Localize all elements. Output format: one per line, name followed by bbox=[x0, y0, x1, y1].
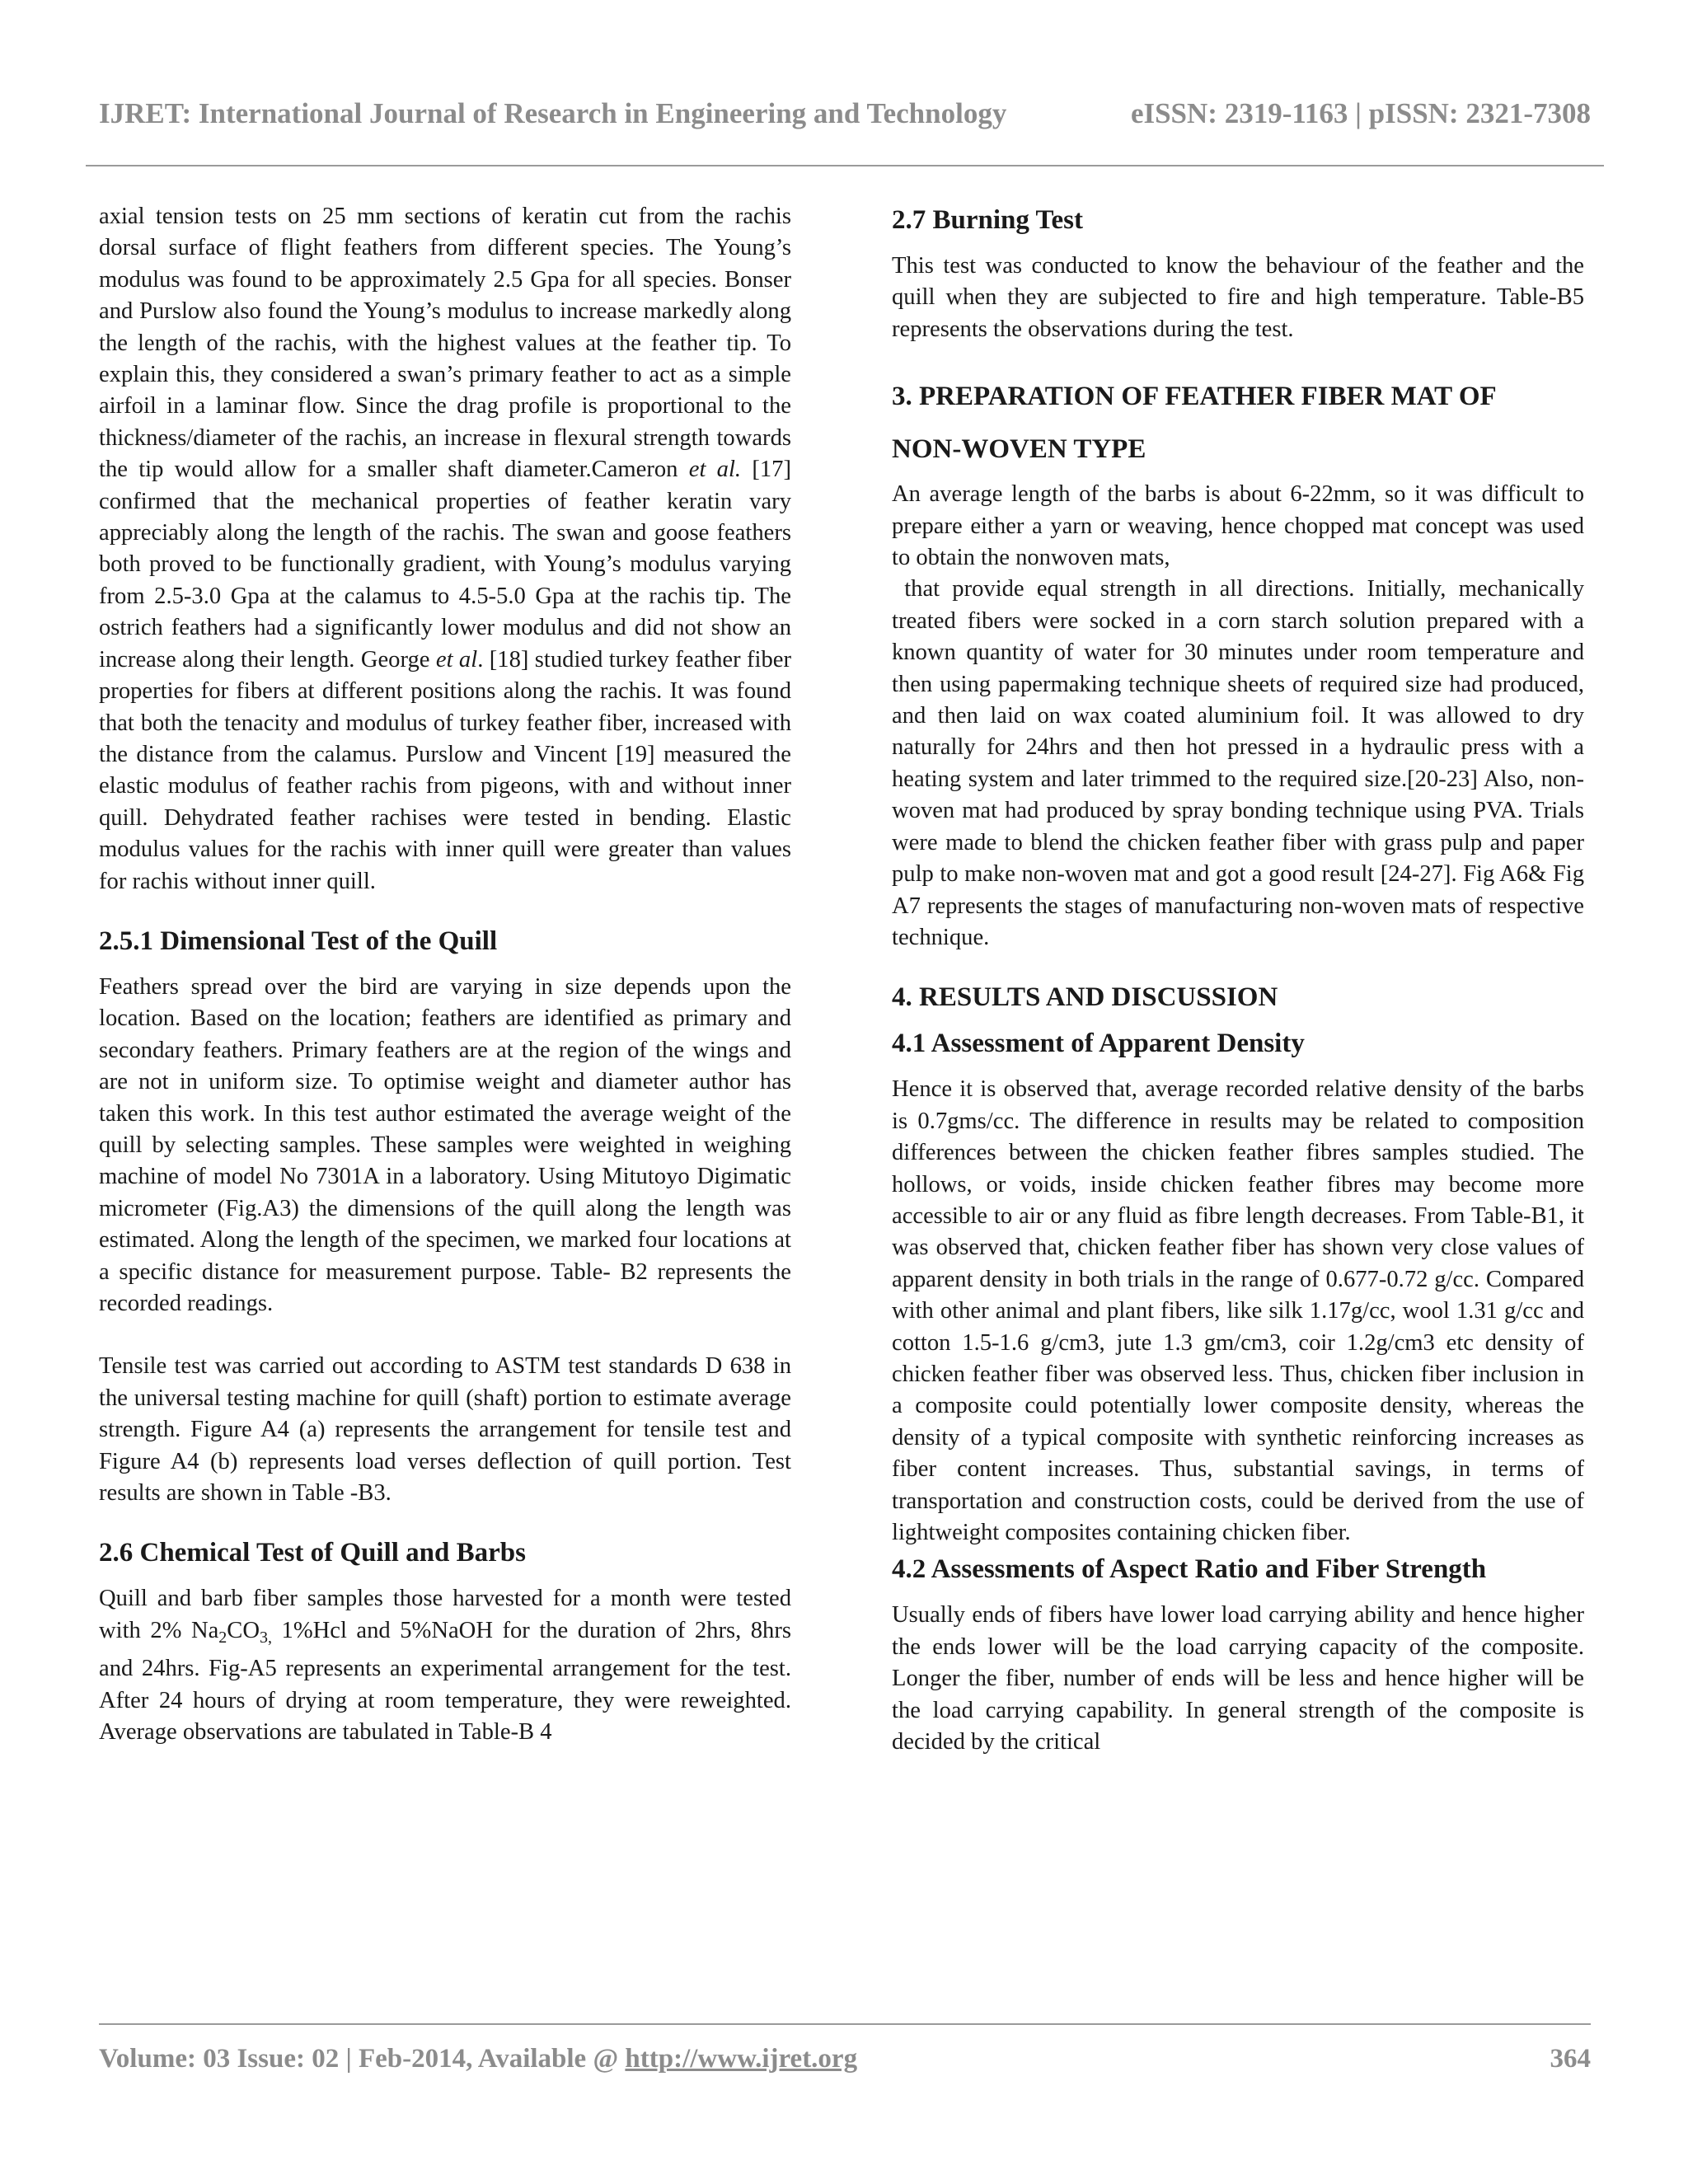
heading-4-2: 4.2 Assessments of Aspect Ratio and Fiber Strength bbox=[892, 1554, 1487, 1585]
paragraph-literature-review: axial tension tests on 25 mm sections of keratin cut from the rachis dorsal surface of flight feathers from different species. The Young’s modulus was found to be approximately 2.5 Gpa for all species. Bonser and Purslow also found the Young’s modulus to increase markedly along the length of the rachis, with the highest values at the feather tip. To explain this, they considered a swan’s primary feather to act as a simple airfoil in a laminar flow. Since the drag profile is proportional to the thickness/diameter of the rachis, an increase in flexural strength towards the tip would allow for a smaller shaft diameter.Cameron et al. [17] confirmed that the mechanical properties of feather keratin vary appreciably along the length of the rachis. The swan and goose feathers both proved to be functionally gradient, with Young’s modulus varying from 2.5-3.0 Gpa at the calamus to 4.5-5.0 Gpa at the rachis tip. The ostrich feathers had a significantly lower modulus and did not show an increase along their length. George et al. [18] studied turkey feather fiber properties for fibers at different positions along the rachis. It was found that both the tenacity and modulus of turkey feather fiber, increased with the distance from the calamus. Purslow and Vincent [19] measured the elastic modulus of feather rachis from pigeons, with and without inner quill. Dehydrated feather rachises were tested in bending. Elastic modulus values for the rachis with inner quill were greater than values for rachis without inner quill. bbox=[99, 204, 792, 894]
header-divider bbox=[86, 165, 1604, 166]
paragraph-aspect-ratio: Usually ends of fibers have lower load carrying ability and hence higher the ends lower will be the load carrying capacity of the composite. Longer the fiber, number of ends will be less and hence higher will be the load carrying capability. In general strength of the composite is decided by the critical bbox=[892, 1602, 1584, 1755]
paragraph-preparation-b: that provide equal strength in all directions. Initially, mechanically treated fibers were socked in a corn starch solution prepared with a known quantity of water for 30 minutes under room temperature and then using papermaking technique sheets of required size had produced, and then laid on wax coated aluminium foil. It was allowed to dry naturally for 24hrs and then hot pressed in a hydraulic press with a heating system and later trimmed to the required size.[20-23] Also, non-woven mat had produced by spray bonding technique using PVA. Trials were made to blend the chicken feather fiber with grass pulp and paper pulp to make non-woven mat and got a good result [24-27]. Fig A6& Fig A7 represents the stages of manufacturing non-woven mats of respective technique. bbox=[892, 576, 1591, 950]
paragraph-preparation-a: An average length of the barbs is about 6-22mm, so it was difficult to prepare either a yarn or weaving, hence chopped mat concept was used to obtain the nonwoven mats, bbox=[892, 481, 1584, 571]
heading-2-7: 2.7 Burning Test bbox=[892, 205, 1083, 235]
paragraph-dimensional-test: Feathers spread over the bird are varying in size depends upon the location. Based on the location; feathers are identified as primary and secondary feathers. Primary feathers are at the region of the wings and are not in uniform size. To optimise weight and diameter author has taken this work. In this test author estimated the average weight of the quill by selecting samples. These samples were weighted in weighing machine of model No 7301A in a laboratory. Using Mitutoyo Digimatic micrometer (Fig.A3) the dimensions of the quill along the length was estimated. Along the length of the specimen, we marked four locations at a specific distance for measurement purpose. Table- B2 represents the recorded readings. bbox=[99, 973, 791, 1316]
issn-info: eISSN: 2319-1163 | pISSN: 2321-7308 bbox=[1130, 97, 1591, 129]
running-footer bbox=[99, 2044, 1591, 2074]
journal-link[interactable]: http://www.ijret.org bbox=[625, 2044, 858, 2074]
heading-3-line2: NON-WOVEN TYPE bbox=[892, 434, 1146, 465]
left-column bbox=[99, 201, 791, 1748]
page-number: 364 bbox=[1550, 2044, 1591, 2074]
heading-4-1: 4.1 Assessment of Apparent Density bbox=[892, 1029, 1305, 1059]
paragraph-tensile-test: Tensile test was carried out according to ASTM test standards D 638 in the universal testing machine for quill (shaft) portion to estimate average strength. Figure A4 (a) represents the arrangement for tensile test and Figure A4 (b) represents load verses deflection of quill portion. Test results are shown in Table -B3. bbox=[99, 1353, 791, 1507]
paragraph-chemical-test: Quill and barb fiber samples those harvested for a month were tested with 2% $Na_2CO_{3,}$ 1%Hcl and 5%NaOH for the duration of 2hrs, 8hrs and 24hrs. Fig-A5 represents an experimental arrangement for the test. After 24 hours of drying at room temperature, they were reweighted. Average observations are tabulated in Table-B 4 bbox=[99, 1586, 791, 1746]
right-column bbox=[892, 201, 1591, 1758]
volume-info: Volume: 03 Issue: 02 | Feb-2014, Available @ http://www.ijret.org bbox=[99, 2044, 858, 2074]
heading-2-5-1: 2.5.1 Dimensional Test of the Quill bbox=[99, 926, 498, 956]
heading-4: 4. RESULTS AND DISCUSSION bbox=[892, 982, 1278, 1013]
heading-2-6: 2.6 Chemical Test of Quill and Barbs bbox=[99, 1538, 526, 1568]
journal-title: IJRET: International Journal of Research in Engineering and Technology bbox=[99, 97, 1007, 129]
paragraph-burning-test: This test was conducted to know the behaviour of the feather and the quill when they are subjected to fire and high temperature. Table-B5 represents the observations during the test. bbox=[892, 253, 1584, 342]
running-header bbox=[99, 97, 1591, 130]
heading-3-line1: 3. PREPARATION OF FEATHER FIBER MAT OF bbox=[892, 382, 1497, 412]
footer-divider bbox=[99, 2023, 1591, 2025]
paragraph-apparent-density: Hence it is observed that, average recorded relative density of the barbs is 0.7gms/cc. The difference in results may be related to composition differences between the chicken feather fibres samples studied. The hollows, or voids, inside chicken feather fibres may become more accessible to air or any fluid as fibre length decreases. From Table-B1, it was observed that, chicken feather fiber has shown very close values of apparent density in both trials in the range of 0.677-0.72 g/cc. Compared with other animal and plant fibers, like silk 1.17g/cc, wool 1.31 g/cc and cotton 1.5-1.6 g/cm3, jute 1.3 gm/cm3, coir 1.2g/cm3 etc density of chicken feather fiber was observed less. Thus, chicken fiber inclusion in a composite could potentially lower composite density, whereas the density of a typical composite with synthetic reinforcing increases as fiber content increases. Thus, substantial savings, in terms of transportation and construction costs, could be derived from the use of lightweight composites containing chicken fiber. bbox=[892, 1076, 1584, 1545]
